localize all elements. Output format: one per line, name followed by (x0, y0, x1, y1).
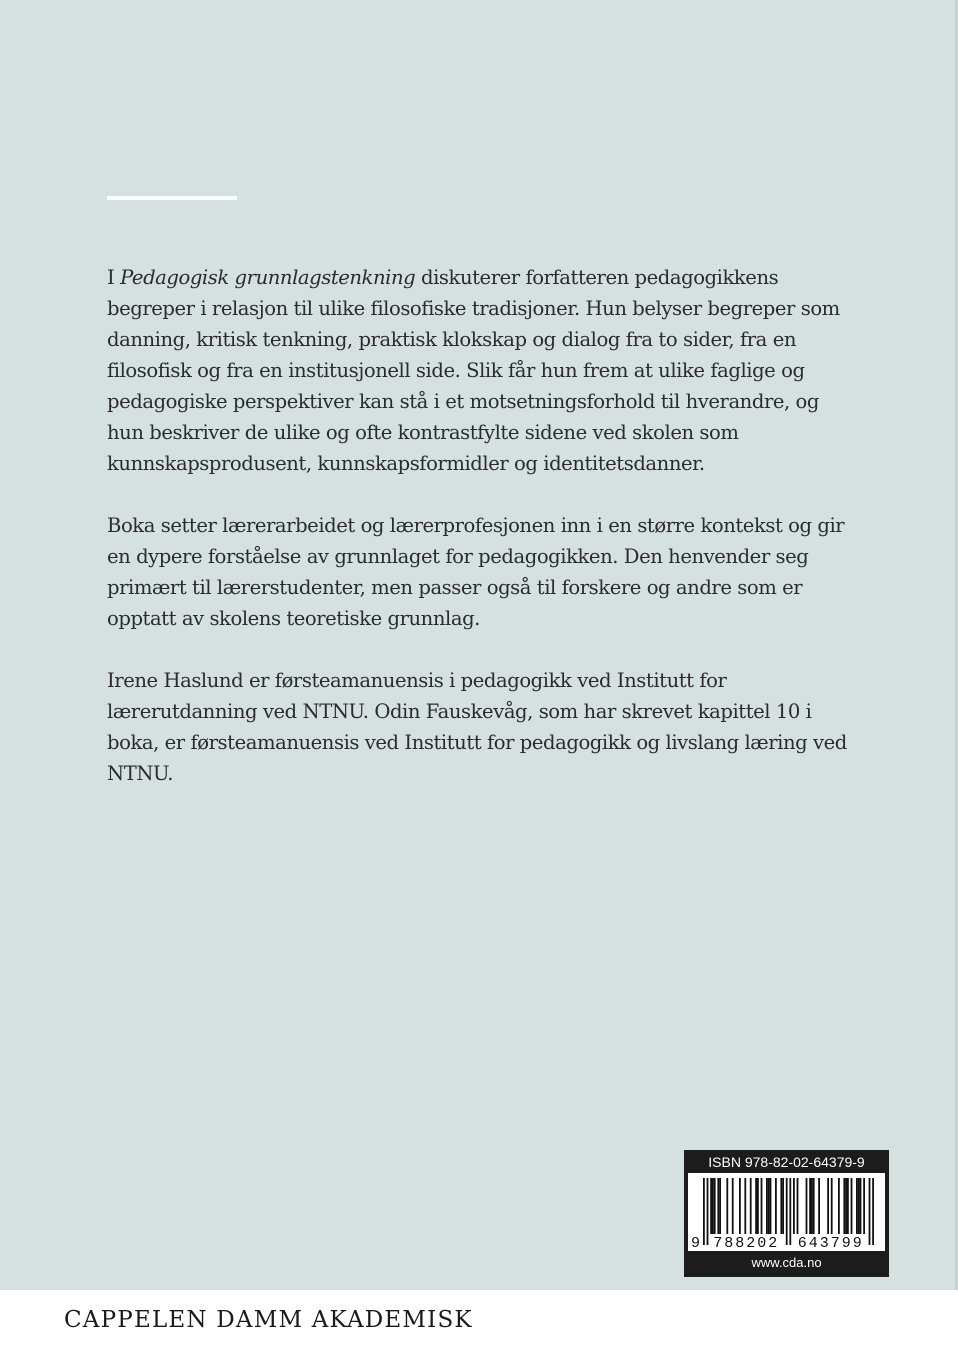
barcode-bar (827, 1178, 829, 1234)
barcode-bar (809, 1178, 811, 1234)
barcode-bar (851, 1178, 853, 1234)
barcode-bar (714, 1178, 716, 1234)
barcode-bar (750, 1178, 752, 1234)
barcode-bar (768, 1178, 770, 1234)
barcode-bar (712, 1178, 714, 1234)
barcode-bar (755, 1178, 757, 1234)
barcode-first-digit: 9 (691, 1235, 701, 1251)
blurb-paragraph-1 (107, 262, 847, 479)
barcode-bar (770, 1178, 772, 1234)
barcode-bar (838, 1178, 840, 1234)
barcode-bar (843, 1178, 845, 1234)
barcode-bar (806, 1178, 808, 1234)
barcode-bar (813, 1178, 815, 1234)
barcode-left-digits: 788202 (713, 1235, 780, 1251)
publisher-website: www.cda.no (751, 1255, 822, 1270)
author-bio: Irene Haslund er førsteamanuensis i pedagogikk ved Institutt for lærerutdanning ved NTNU. Odin Fauskevåg, som har skrevet kapittel 10 i boka, er førsteamanuensis ved Institutt for pedagogikk og livslang læring ved NTNU. (107, 669, 847, 785)
barcode-image (688, 1173, 885, 1251)
blurb-paragraph-2: Boka setter lærerarbeidet og lærerprofesjonen inn i en større kontekst og gir en dypere forståelse av grunnlaget for pedagogikken. Den henvender seg primært til lærerstudenter, men passer også til forskere og andre som er opptatt av skolens teoretiske grunnlag. (107, 514, 845, 630)
barcode-bar (766, 1178, 768, 1234)
blurb-p1-prefix: I (107, 266, 121, 289)
barcode-guard-bar (707, 1178, 709, 1245)
barcode-area (688, 1173, 885, 1251)
barcode-bar (757, 1178, 759, 1234)
barcode-bar (739, 1178, 741, 1234)
barcode-guard-bar (786, 1178, 788, 1245)
barcode-bar (811, 1178, 813, 1234)
decorative-rule (107, 196, 237, 200)
barcode-bar (719, 1178, 721, 1234)
barcode-bar (780, 1178, 782, 1234)
barcode-bar (797, 1178, 799, 1234)
barcode-bar (818, 1178, 820, 1234)
isbn-barcode-block (684, 1150, 889, 1277)
barcode-right-digits: 643799 (797, 1235, 864, 1251)
isbn-number: ISBN 978-82-02-64379-9 (708, 1154, 865, 1170)
barcode-bar (858, 1178, 860, 1234)
barcode-bar (732, 1178, 734, 1234)
barcode-bar (856, 1178, 858, 1234)
barcode-bar (793, 1178, 795, 1234)
barcode-bar (863, 1178, 865, 1234)
barcode-bar (860, 1178, 862, 1234)
barcode-guard-bar (703, 1178, 705, 1245)
barcode-guard-bar (869, 1178, 871, 1245)
barcode-guard-bar (789, 1178, 791, 1245)
blurb-p1-rest: diskuterer forfatteren pedagogikkens begreper i relasjon til ulike filosofiske tradisjoner. Hun belyser begreper som danning, kritisk tenkning, praktisk klokskap og dialog fra to sider, fra en filosofisk og fra en institusjonell side. Slik får hun frem at ulike faglige og pedagogiske perspektiver kan stå i et motsetningsforhold til hverandre, og hun beskriver de ulike og ofte kontrastfylte sidene ved skolen som kunnskapsprodusent, kunnskapsformidler og identitetsdanner. (107, 266, 840, 475)
back-cover-blurb (107, 262, 847, 820)
barcode-bar (782, 1178, 784, 1234)
barcode-bar (710, 1178, 712, 1234)
barcode-bar (847, 1178, 849, 1234)
barcode-bar (744, 1178, 746, 1234)
barcode-bar (775, 1178, 777, 1234)
barcode-bar (761, 1178, 763, 1234)
book-title: Pedagogisk grunnlagstenkning (120, 266, 416, 289)
barcode-guard-bar (872, 1178, 874, 1245)
barcode-bar (726, 1178, 728, 1234)
barcode-bar (717, 1178, 719, 1234)
barcode-bar (845, 1178, 847, 1234)
publisher-logo: CAPPELEN DAMM AKADEMISK (64, 1307, 473, 1333)
barcode-bar (831, 1178, 833, 1234)
